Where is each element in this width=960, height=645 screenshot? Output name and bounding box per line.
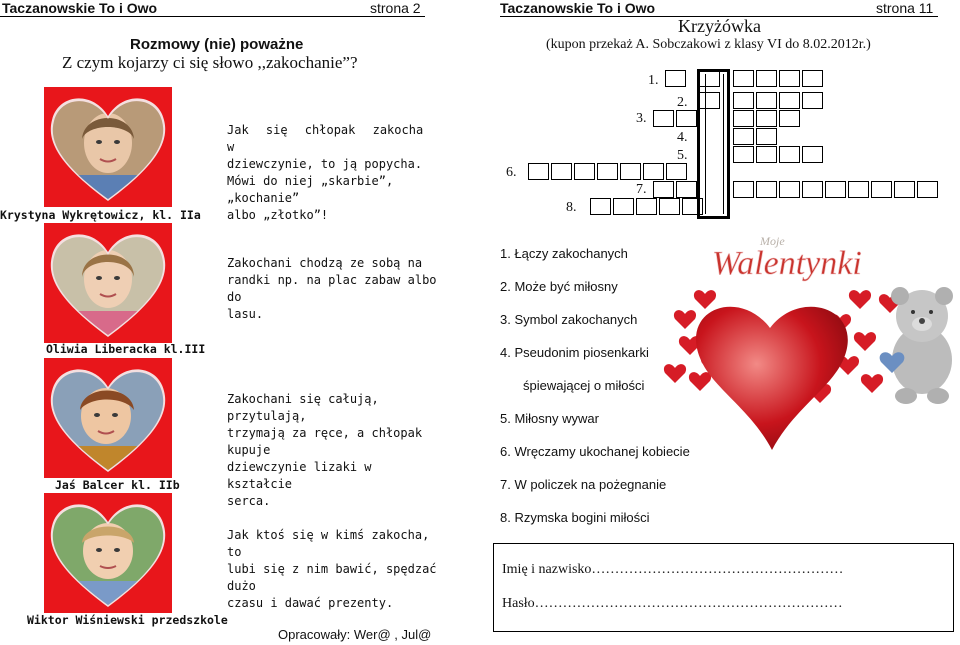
left-footer: Opracowały: Wer@ , Jul@ [278,627,432,642]
caption-oliwia: Oliwia Liberacka kl.III [46,342,206,356]
answer-line: lasu. [227,307,264,321]
crossword-cell[interactable] [733,92,754,109]
crossword-cell[interactable] [659,198,680,215]
answer-wiktor [227,527,437,612]
clue-2: 2. Może być miłosny [500,279,618,294]
crossword-cell[interactable] [802,92,823,109]
crossword-number-1: 1. [648,73,659,88]
article-heading: Rozmowy (nie) poważne [130,36,304,53]
answer-line: dziewczynie lizaki w kształcie [227,460,372,491]
clue-3: 3. Symbol zakochanych [500,312,638,327]
crossword-cell[interactable] [597,163,618,180]
crossword-cell[interactable] [590,198,611,215]
left-header-title: Taczanowskie To i Owo [2,0,158,16]
crossword-cell[interactable] [779,92,800,109]
crossword-number-3: 3. [636,111,647,126]
crossword-number-2: 2. [677,95,688,110]
crossword-cell[interactable] [802,70,823,87]
crossword-cell[interactable] [756,110,777,127]
photo-wiktor [44,493,172,613]
crossword-grid [0,0,960,230]
right-header-title: Taczanowskie To i Owo [500,0,656,16]
answer-jas [227,391,437,510]
crossword-cell[interactable] [779,70,800,87]
answer-line: albo „złotko”! [227,208,329,222]
answer-line: trzymają za ręce, a chłopak kupuje [227,426,423,457]
crossword-cell[interactable] [574,163,595,180]
answer-line: Jak się chłopak zakocha w [227,123,424,154]
answer-line: lubi się z nim bawić, spędzać dużo [227,562,437,593]
crossword-cell[interactable] [756,181,777,198]
crossword-cell[interactable] [848,181,869,198]
article-subheading: Z czym kojarzy ci się słowo ,,zakochanie”? [62,53,358,72]
crossword-cell[interactable] [917,181,938,198]
clue-5: 5. Miłosny wywar [500,411,599,426]
answer-oliwia [227,255,437,323]
clue-4-continued: śpiewającej o miłości [523,378,645,393]
crossword-number-7: 7. [636,182,647,197]
clue-7: 7. W policzek na pożegnanie [500,477,667,492]
crossword-cell[interactable] [733,128,754,145]
clue-8: 8. Rzymska bogini miłości [500,510,650,525]
answer-line: dziewczynie, to ją popycha. [227,157,423,171]
caption-jas: Jaś Balcer kl. IIb [55,478,180,492]
crossword-cell[interactable] [733,146,754,163]
crossword-cell[interactable] [653,181,674,198]
crossword-cell[interactable] [653,110,674,127]
caption-wiktor: Wiktor Wiśniewski przedszkole [27,613,228,627]
answer-line: Jak ktoś się w kimś zakocha, to [227,528,430,559]
crossword-cell[interactable] [779,110,800,127]
crossword-cell[interactable] [643,163,664,180]
crossword-cell[interactable] [665,70,686,87]
valentine-illustration [660,228,960,458]
crossword-cell[interactable] [756,92,777,109]
crossword-cell[interactable] [894,181,915,198]
crossword-title: Krzyżówka [678,16,761,36]
crossword-cell[interactable] [620,163,641,180]
crossword-cell[interactable] [676,181,697,198]
crossword-cell[interactable] [779,181,800,198]
crossword-cell[interactable] [756,70,777,87]
svg-text:Walentynki: Walentynki [712,245,862,282]
name-field[interactable]: Imię i nazwisko……………………………………………… [502,562,844,577]
answer-line: Zakochani się całują, przytulają, [227,392,379,423]
crossword-cell[interactable] [756,128,777,145]
clue-4: 4. Pseudonim piosenkarki [500,345,649,360]
crossword-cell[interactable] [551,163,572,180]
crossword-cell[interactable] [733,70,754,87]
crossword-cell[interactable] [825,181,846,198]
crossword-cell[interactable] [871,181,892,198]
crossword-cell[interactable] [802,181,823,198]
crossword-cell[interactable] [779,146,800,163]
photo-jas [44,358,172,478]
crossword-cell[interactable] [802,146,823,163]
crossword-cell[interactable] [733,110,754,127]
crossword-number-8: 8. [566,200,577,215]
svg-text:Moje: Moje [760,234,785,248]
crossword-number-5: 5. [677,148,688,163]
answer-line: Zakochani chodzą ze sobą na [227,256,423,270]
crossword-cell[interactable] [733,181,754,198]
crossword-solution-inner [705,74,724,214]
answer-line: Mówi do niej „skarbie”, „kochanie” [227,174,394,205]
answer-line: czasu i dawać prezenty. [227,596,394,610]
clue-6: 6. Wręczamy ukochanej kobiecie [500,444,690,459]
answer-line: randki np. na plac zabaw albo do [227,273,437,304]
crossword-subtitle: (kupon przekaż A. Sobczakowi z klasy VI do 8.02.2012r.) [546,37,871,52]
crossword-cell[interactable] [756,146,777,163]
answer-line: serca. [227,494,271,508]
clue-1: 1. Łączy zakochanych [500,246,628,261]
crossword-cell[interactable] [636,198,657,215]
password-field[interactable]: Hasło………………………………………………………… [502,596,843,611]
crossword-number-6: 6. [506,165,517,180]
right-header-page: strona 11 [876,0,934,16]
crossword-cell[interactable] [613,198,634,215]
photo-oliwia [44,223,172,343]
left-header-page: strona 2 [370,0,421,16]
crossword-cell[interactable] [528,163,549,180]
caption-krystyna: Krystyna Wykrętowicz, kl. IIa [0,208,201,222]
crossword-cell[interactable] [676,110,697,127]
crossword-cell[interactable] [666,163,687,180]
entry-form [493,543,954,632]
crossword-number-4: 4. [677,130,688,145]
